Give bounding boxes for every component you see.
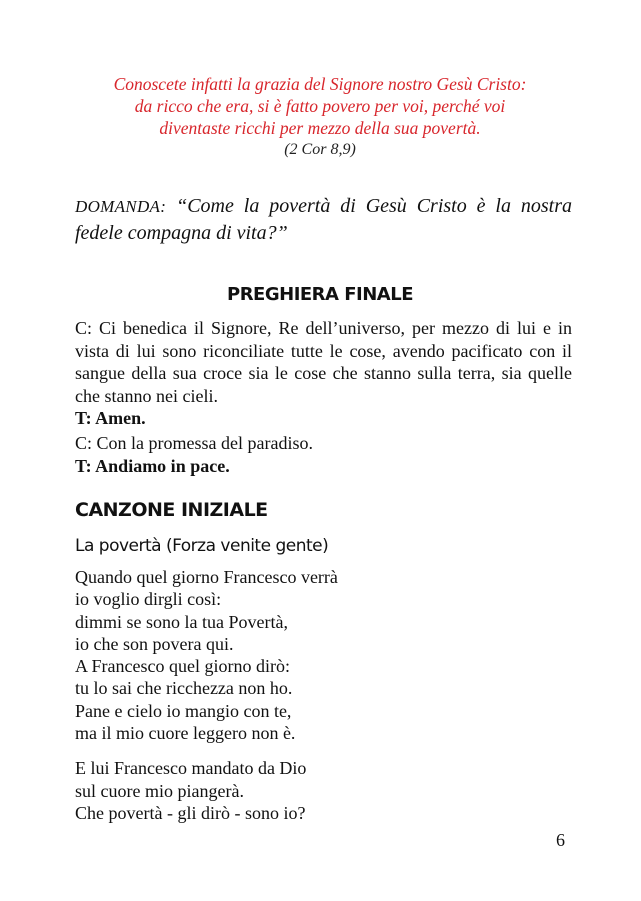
opening-song-heading: CANZONE INIZIALE [75, 499, 268, 521]
scripture-reference: (2 Cor 8,9) [284, 141, 356, 158]
lyric-line: Quando quel giorno Francesco verrà [75, 567, 338, 587]
lyric-line: A Francesco quel giorno dirò: [75, 656, 290, 677]
reflection-question [75, 193, 572, 247]
song-title: La povertà (Forza venite gente) [75, 536, 329, 556]
lyric-line: io che son povera qui. [75, 633, 234, 654]
people-dismissal-response: T: Andiamo in pace. [75, 455, 230, 476]
quote-line: Conoscete infatti la grazia del Signore nostro Gesù Cristo: [113, 74, 527, 94]
lyric-line: ma il mio cuore leggero non è. [75, 723, 296, 744]
scripture-quote [60, 73, 580, 161]
lyric-line: E lui Francesco mandato da Dio [75, 758, 307, 779]
lyric-line: sul cuore mio piangerà. [75, 780, 244, 801]
lyric-line: Che povertà - gli dirò - sono io? [75, 802, 306, 823]
song-stanza [75, 566, 572, 744]
question-text: “Come la povertà di Gesù Cristo è la nostra fedele compagna di vita?” [75, 195, 572, 244]
page-number: 6 [556, 830, 565, 850]
song-lyrics [75, 566, 572, 837]
question-label: DOMANDA: [75, 197, 167, 216]
lyric-line: io voglio dirgli così: [75, 589, 222, 610]
people-response: T: Amen. [75, 408, 146, 428]
dismissal [75, 432, 572, 477]
final-prayer-heading: PREGHIERA FINALE [227, 284, 413, 305]
celebrant-blessing: C: Ci benedica il Signore, Re dell’universo, per mezzo di lui e in vista di lui sono riconciliate tutte le cose, avendo pacificato con il sangue della sua croce sia le cose che stanno sulla terra, sia quelle che stanno nei cieli. [75, 318, 572, 406]
lyric-line: Pane e cielo io mangio con te, [75, 700, 292, 721]
lyric-line: dimmi se sono la tua Povertà, [75, 611, 288, 632]
quote-line: diventaste ricchi per mezzo della sua povertà. [159, 118, 481, 138]
lyric-line: tu lo sai che ricchezza non ho. [75, 678, 293, 699]
final-prayer-text [75, 317, 572, 430]
celebrant-dismissal: C: Con la promessa del paradiso. [75, 433, 313, 453]
song-stanza [75, 757, 572, 824]
quote-line: da ricco che era, si è fatto povero per voi, perché voi [134, 96, 506, 116]
